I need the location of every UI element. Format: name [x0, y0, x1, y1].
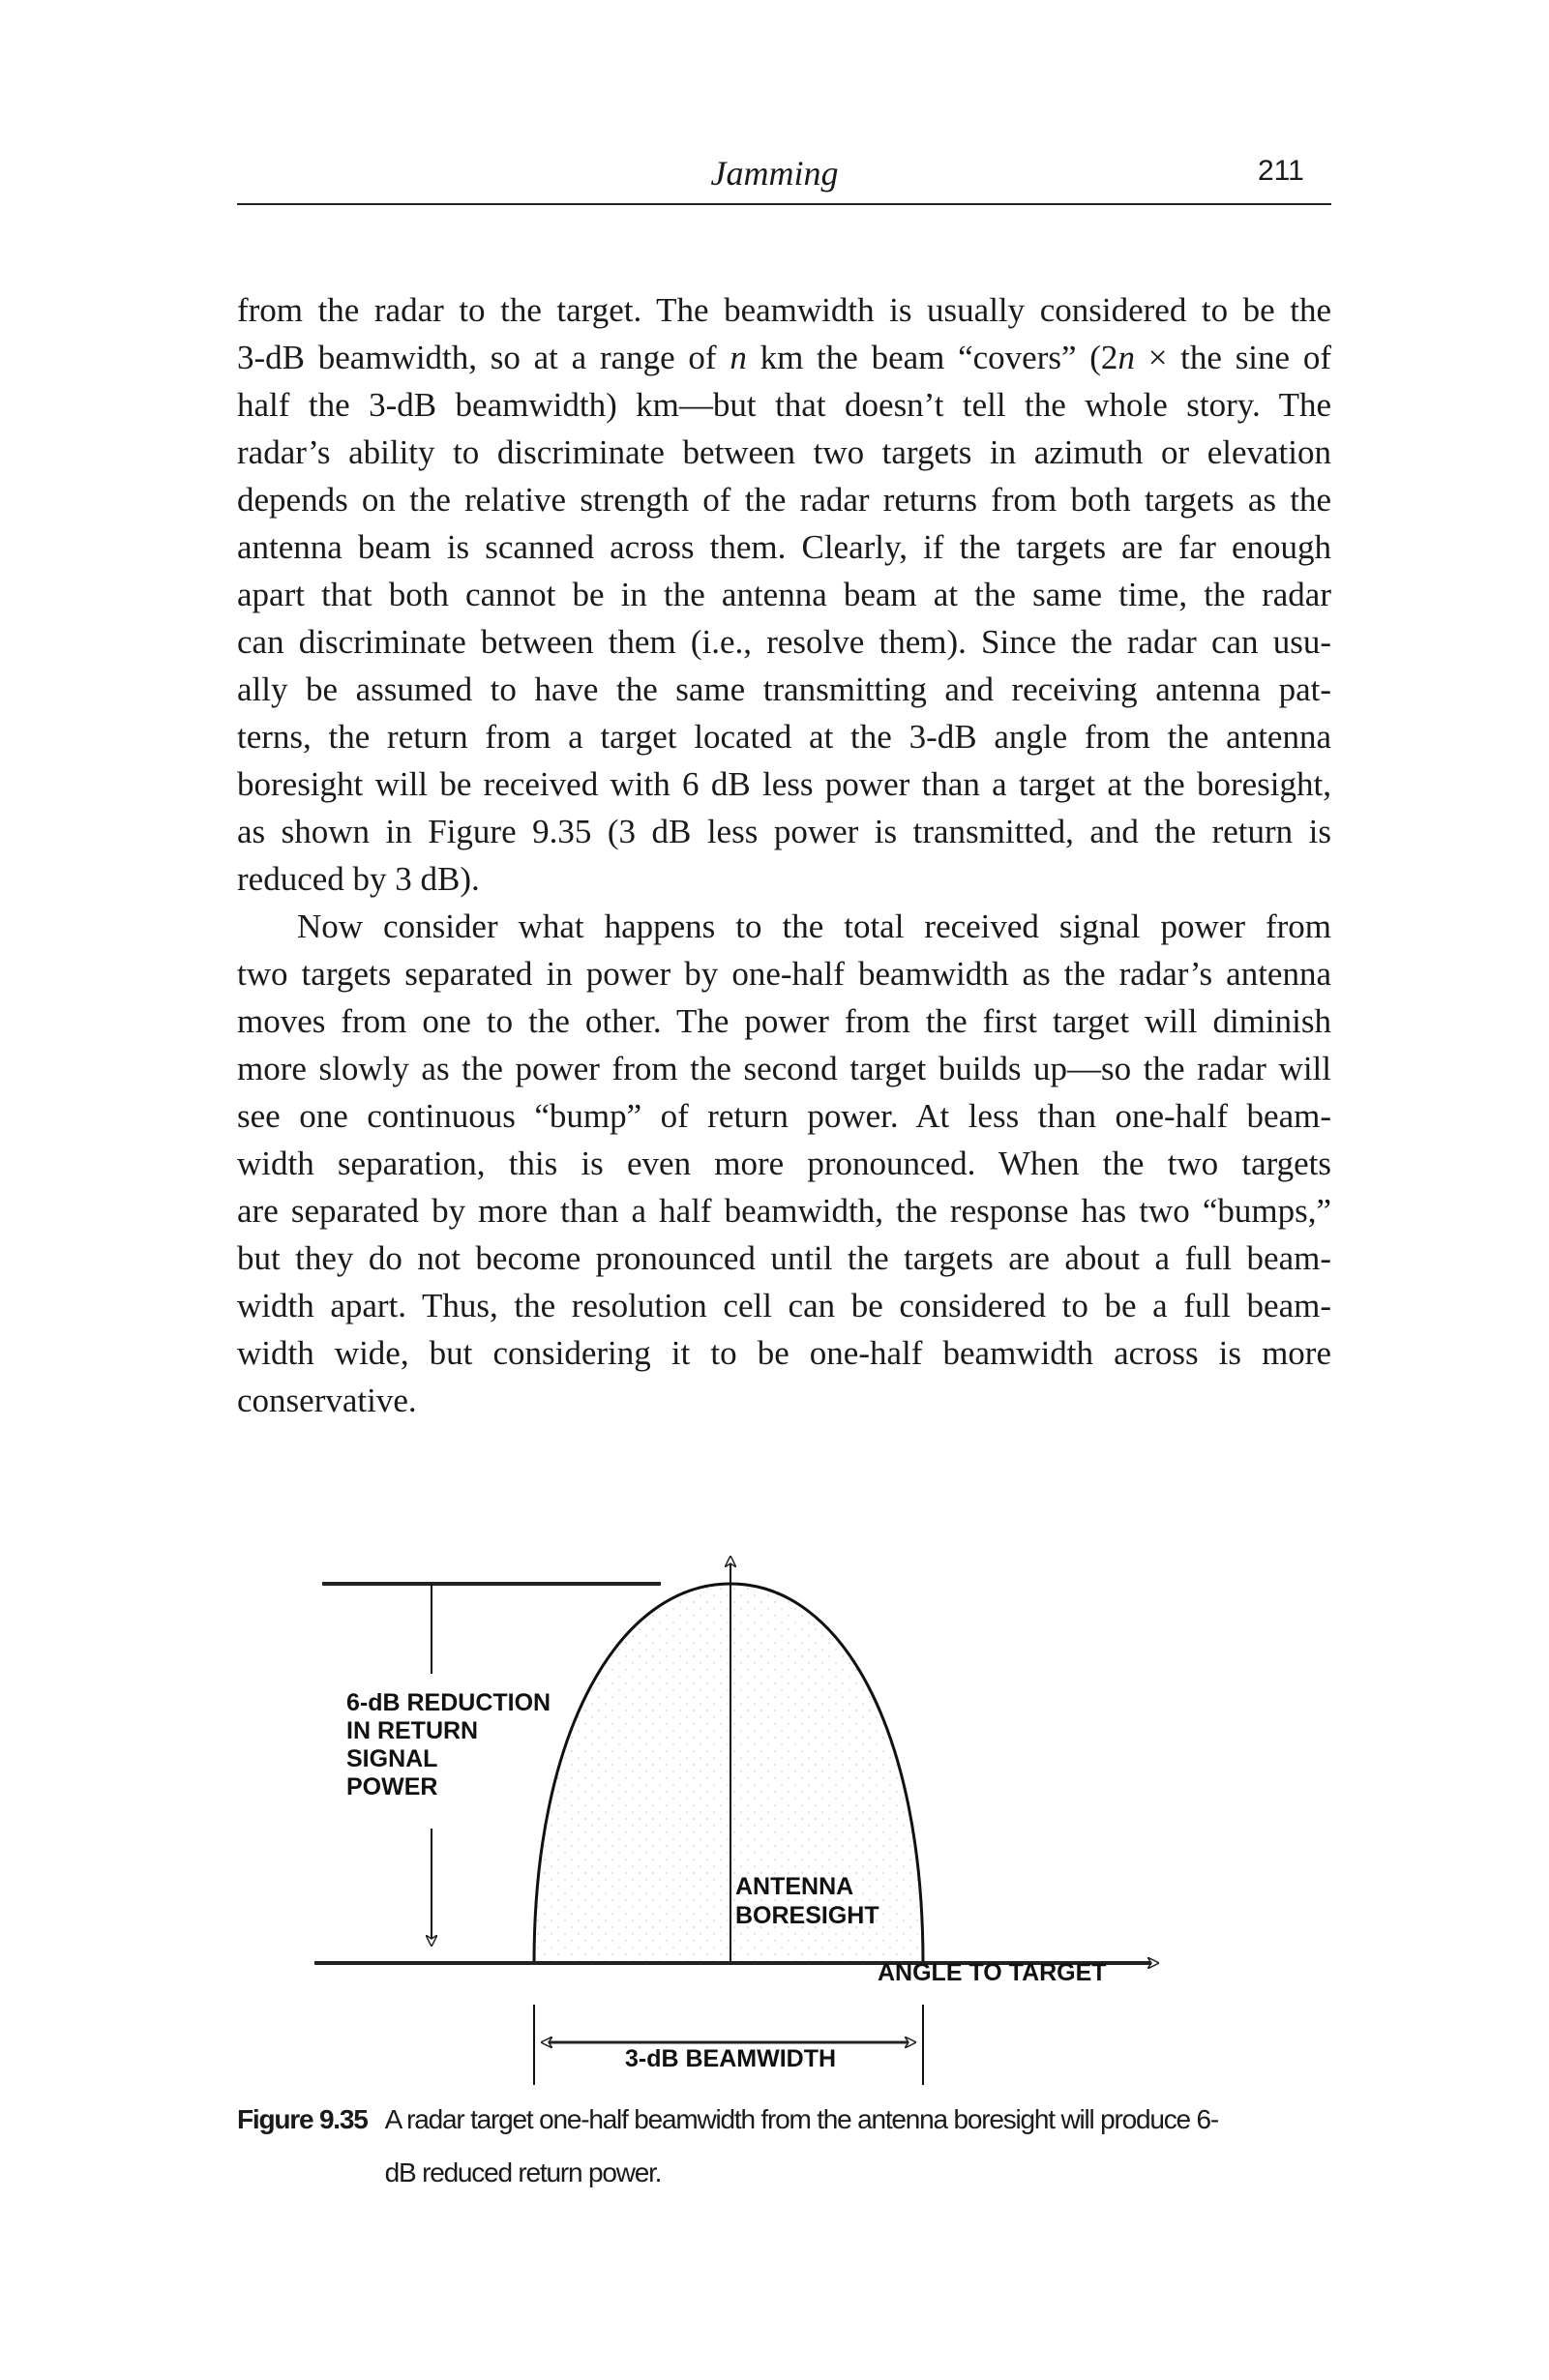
page-number: 211 [1258, 155, 1304, 187]
text-line: conservative. [237, 1382, 417, 1419]
text-line: depends on the relative strength of the radar returns from both targets as the [237, 481, 1331, 519]
text-line: ally be assumed to have the same transmitting and receiving antenna pat- [237, 670, 1331, 708]
reduction-label-line: 6-dB REDUCTION [346, 1689, 551, 1716]
boresight-label-line: ANTENNA [735, 1873, 854, 1900]
figure-caption-label: Figure 9.35 [237, 2104, 368, 2134]
italic-variable: n [730, 339, 747, 376]
running-header-title: Jamming [710, 154, 839, 193]
text-line: antenna beam is scanned across them. Clearly, if the targets are far enough [237, 528, 1331, 566]
text-line: half the 3-dB beamwidth) km—but that doesn’t tell the whole story. The [237, 386, 1331, 424]
boresight-label-line: BORESIGHT [735, 1902, 879, 1929]
figure-caption [237, 2093, 1218, 2199]
text-line: boresight will be received with 6 dB less power than a target at the boresight, [237, 765, 1331, 803]
text-line: Now consider what happens to the total received signal power from [297, 907, 1331, 945]
text-line: moves from one to the other. The power from the first target will diminish [237, 1002, 1331, 1040]
figure-caption-line: dB reduced return power. [384, 2157, 662, 2187]
reduction-label-line: SIGNAL [346, 1745, 438, 1772]
text-segment: km the beam “covers” (2 [746, 339, 1118, 376]
reduction-label-line: POWER [346, 1773, 438, 1800]
figure-caption-text [385, 2093, 1218, 2199]
text-line: apart that both cannot be in the antenna beam at the same time, the radar [237, 576, 1331, 613]
text-line: reduced by 3 dB). [237, 860, 480, 898]
text-line: width wide, but considering it to be one-half beamwidth across is more [237, 1334, 1331, 1372]
figure-caption-line: A radar target one-half beamwidth from the antenna boresight will produce 6- [384, 2104, 1218, 2134]
text-line: are separated by more than a half beamwidth, the response has two “bumps,” [237, 1192, 1331, 1230]
text-line: terns, the return from a target located at the 3-dB angle from the antenna [237, 718, 1331, 756]
x-axis-label: ANGLE TO TARGET [878, 1959, 1107, 1986]
italic-variable: n [1117, 339, 1135, 376]
text-line: more slowly as the power from the second target builds up—so the radar will [237, 1050, 1331, 1087]
text-line: see one continuous “bump” of return power. At less than one-half beam- [237, 1097, 1331, 1135]
text-line: two targets separated in power by one-half beamwidth as the radar’s antenna [237, 955, 1331, 993]
text-segment: × the sine of [1134, 339, 1331, 376]
text-line: radar’s ability to discriminate between two targets in azimuth or elevation [237, 433, 1331, 471]
beamwidth-label: 3-dB BEAMWIDTH [625, 2045, 837, 2072]
text-line: width separation, this is even more pronounced. When the two targets [237, 1145, 1331, 1182]
text-line: as shown in Figure 9.35 (3 dB less power is transmitted, and the return is [237, 813, 1331, 850]
text-segment: 3-dB beamwidth, so at a range of [237, 339, 730, 376]
text-line: from the radar to the target. The beamwidth is usually considered to be the [237, 291, 1331, 329]
reduction-label-line: IN RETURN [346, 1717, 479, 1744]
text-line: but they do not become pronounced until the targets are about a full beam- [237, 1239, 1331, 1277]
text-line: can discriminate between them (i.e., resolve them). Since the radar can usu- [237, 623, 1331, 661]
text-line: width apart. Thus, the resolution cell can be considered to be a full beam- [237, 1287, 1331, 1324]
